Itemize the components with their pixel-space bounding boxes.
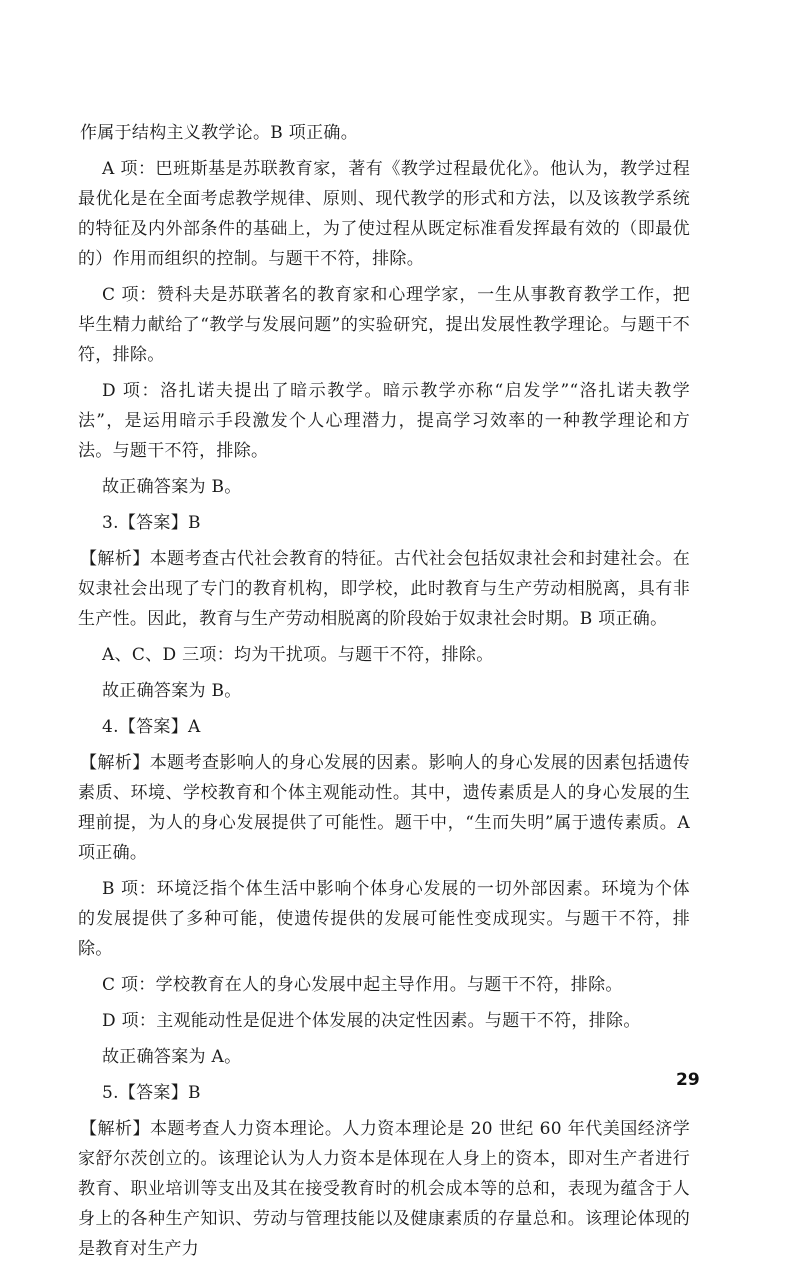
question-4-analysis: 【解析】本题考查影响人的身心发展的因素。影响人的身心发展的因素包括遗传素质、环境、学校教育和个体主观能动性。其中，遗传素质是人的身心发展的生理前提，为人的身心发展提供了可能性。题干中，“生而失明”属于遗传素质。A 项正确。 [78,753,690,863]
paragraph-option-d: D 项：洛扎诺夫提出了暗示教学。暗示教学亦称“启发学”“洛扎诺夫教学法”，是运用暗示手段激发个人心理潜力，提高学习效率的一种教学理论和方法。与题干不符，排除。 [78,381,690,461]
question-4-correct-answer: 故正确答案为 A。 [102,1047,242,1067]
question-5-analysis: 【解析】本题考查人力资本理论。人力资本理论是 20 世纪 60 年代美国经济学家舒尔茨创立的。该理论认为人力资本是体现在人身上的资本，即对生产者进行教育、职业培训等支出及其在接受教育时的机会成本等的总和，表现为蕴含于人身上的各种生产知识、劳动与管理技能以及健康素质的存量总和。该理论体现的是教育对生产力 [78,1119,690,1259]
question-5-answer: 5.【答案】B [102,1083,201,1103]
paragraph-continuation: 作属于结构主义教学论。B 项正确。 [80,123,358,143]
question-3-analysis: 【解析】本题考查古代社会教育的特征。古代社会包括奴隶社会和封建社会。在奴隶社会出现了专门的教育机构，即学校，此时教育与生产劳动相脱离，具有非生产性。因此，教育与生产劳动相脱离的阶段始于奴隶社会时期。B 项正确。 [78,549,690,629]
paragraph-option-c: C 项：赞科夫是苏联著名的教育家和心理学家，一生从事教育教学工作，把毕生精力献给了“教学与发展问题”的实验研究，提出发展性教学理论。与题干不符，排除。 [78,285,690,365]
question-4-option-b: B 项：环境泛指个体生活中影响个体身心发展的一切外部因素。环境为个体的发展提供了多种可能，使遗传提供的发展可能性变成现实。与题干不符，排除。 [78,879,690,959]
question-4-option-c: C 项：学校教育在人的身心发展中起主导作用。与题干不符，排除。 [102,975,623,995]
page-number: 29 [676,1070,700,1090]
question-4-answer: 4.【答案】A [102,717,201,737]
page-body [78,118,690,1270]
question-3-correct-answer: 故正确答案为 B。 [102,681,242,701]
question-3-answer: 3.【答案】B [102,513,201,533]
question-4-option-d: D 项：主观能动性是促进个体发展的决定性因素。与题干不符，排除。 [102,1011,641,1031]
question-3-distractors: A、C、D 三项：均为干扰项。与题干不符，排除。 [102,645,494,665]
paragraph-option-a: A 项：巴班斯基是苏联教育家，著有《教学过程最优化》。他认为，教学过程最优化是在全面考虑教学规律、原则、现代教学的形式和方法，以及该教学系统的特征及内外部条件的基础上，为了使过程从既定标准看发挥最有效的（即最优的）作用而组织的控制。与题干不符，排除。 [78,159,690,269]
paragraph-correct-answer: 故正确答案为 B。 [102,477,242,497]
